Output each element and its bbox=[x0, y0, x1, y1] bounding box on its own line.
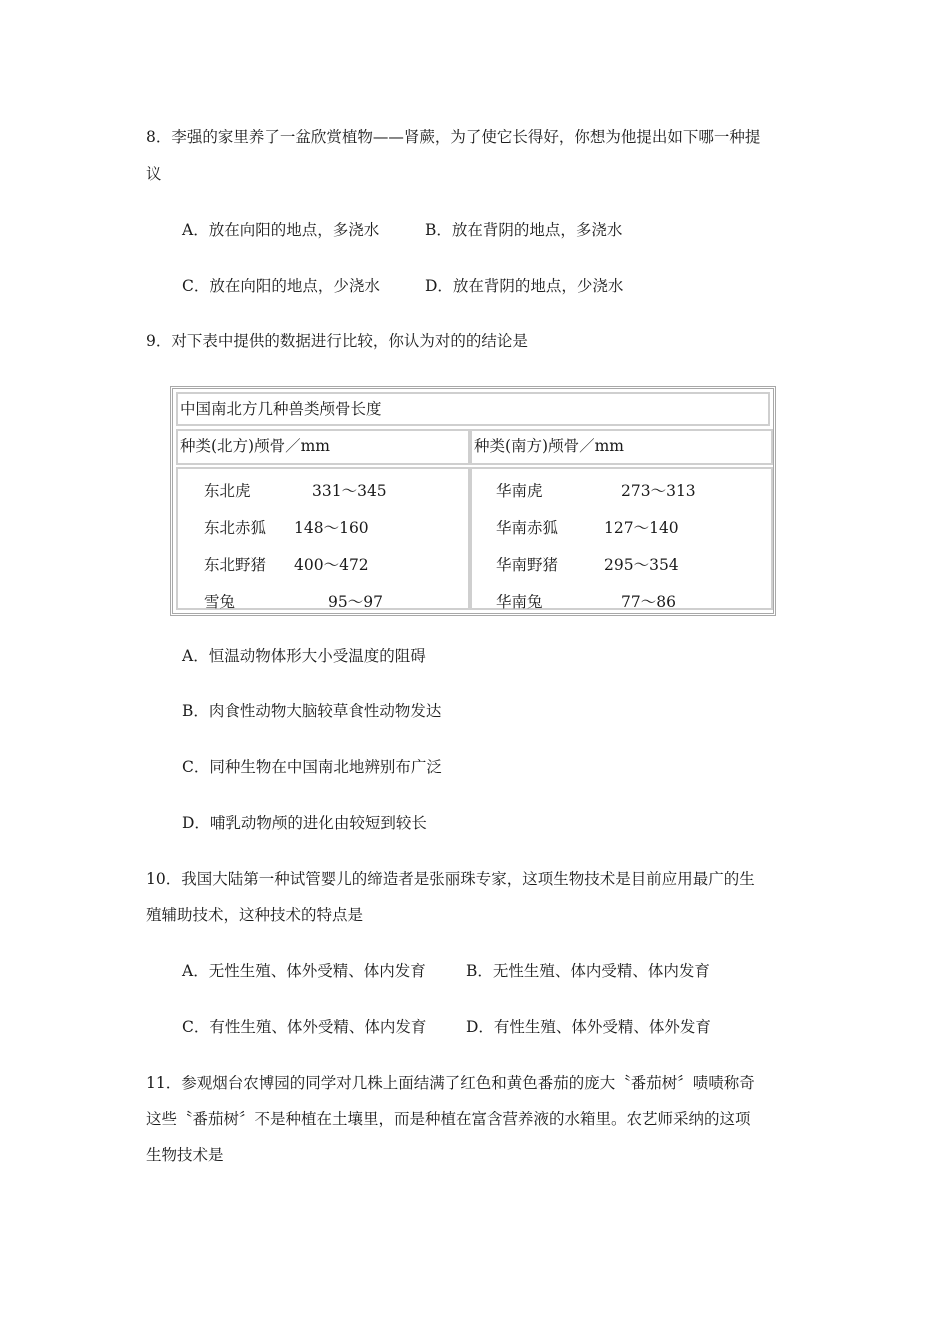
species-name: 华南虎 bbox=[496, 482, 543, 500]
q11-stem-line1: 11．参观烟台农博园的同学对几株上面结满了红色和黄色番茄的庞大〝番茄树〞啧啧称奇 bbox=[146, 1074, 755, 1092]
q9-option-b: B．肉食性动物大脑较草食性动物发达 bbox=[182, 702, 442, 720]
skull-length-value: 77～86 bbox=[621, 593, 676, 611]
q10-option-a: A．无性生殖、体外受精、体内发育 bbox=[182, 962, 426, 980]
q10-option-c: C．有性生殖、体外受精、体内发育 bbox=[182, 1018, 427, 1036]
species-name: 雪兔 bbox=[204, 593, 236, 611]
q10-option-b: B．无性生殖、体内受精、体内发育 bbox=[466, 962, 710, 980]
q10-stem-line1: 10．我国大陆第一种试管婴儿的缔造者是张丽珠专家，这项生物技术是目前应用最广的生 bbox=[146, 870, 755, 888]
q10-option-d: D．有性生殖、体外受精、体外发育 bbox=[466, 1018, 711, 1036]
q11-stem-line2: 这些〝番茄树〞不是种植在土壤里，而是种植在富含营养液的水箱里。农艺师采纳的这项 bbox=[146, 1110, 751, 1128]
q8-option-a: A．放在向阳的地点，多浇水 bbox=[182, 221, 380, 239]
skull-length-value: 295～354 bbox=[604, 556, 679, 574]
q10-stem-line2: 殖辅助技术，这种技术的特点是 bbox=[146, 906, 364, 924]
species-name: 东北赤狐 bbox=[204, 519, 267, 537]
q8-stem-line1: 8．李强的家里养了一盆欣赏植物——肾蕨，为了使它长得好，你想为他提出如下哪一种提 bbox=[146, 128, 761, 146]
skull-length-value: 95～97 bbox=[328, 593, 383, 611]
species-name: 东北野猪 bbox=[204, 556, 267, 574]
q11-stem-line3: 生物技术是 bbox=[146, 1146, 224, 1164]
skull-length-value: 148～160 bbox=[294, 519, 369, 537]
species-name: 华南野猪 bbox=[496, 556, 559, 574]
north-column-header: 种类(北方)颅骨／mm bbox=[176, 429, 470, 465]
q9-stem: 9．对下表中提供的数据进行比较，你认为对的的结论是 bbox=[146, 332, 528, 350]
south-column-body bbox=[470, 467, 773, 610]
north-column-body bbox=[176, 467, 470, 610]
skull-length-table bbox=[170, 386, 776, 616]
skull-length-value: 273～313 bbox=[621, 482, 696, 500]
species-name: 华南兔 bbox=[496, 593, 543, 611]
q8-stem-line2: 议 bbox=[146, 165, 162, 183]
skull-length-value: 127～140 bbox=[604, 519, 679, 537]
skull-length-value: 331～345 bbox=[312, 482, 387, 500]
q8-option-c: C．放在向阳的地点，少浇水 bbox=[182, 277, 380, 295]
species-name: 华南赤狐 bbox=[496, 519, 559, 537]
skull-length-value: 400～472 bbox=[294, 556, 369, 574]
q9-option-c: C．同种生物在中国南北地辨别布广泛 bbox=[182, 758, 442, 776]
species-name: 东北虎 bbox=[204, 482, 251, 500]
q9-option-a: A．恒温动物体形大小受温度的阻碍 bbox=[182, 647, 426, 665]
q9-option-d: D．哺乳动物颅的进化由较短到较长 bbox=[182, 814, 427, 832]
table-title: 中国南北方几种兽类颅骨长度 bbox=[176, 392, 770, 426]
q8-option-b: B．放在背阴的地点，多浇水 bbox=[425, 221, 623, 239]
q8-option-d: D．放在背阴的地点，少浇水 bbox=[425, 277, 624, 295]
south-column-header: 种类(南方)颅骨／mm bbox=[470, 429, 773, 465]
